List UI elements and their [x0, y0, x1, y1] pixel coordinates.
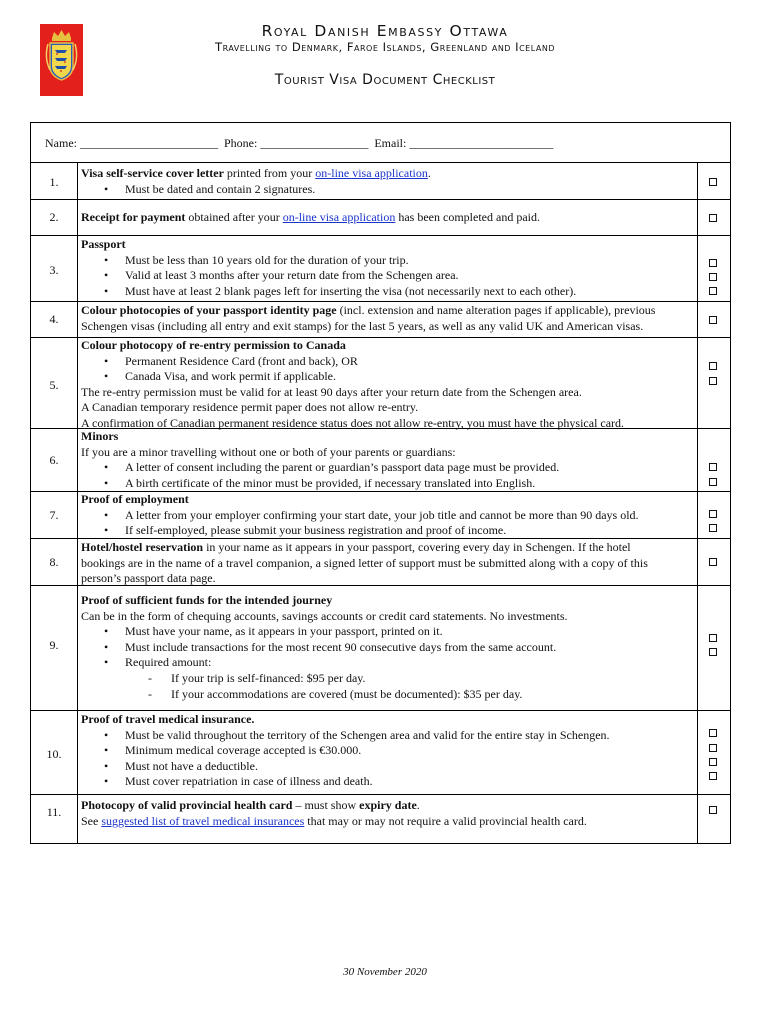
checkbox[interactable] [709, 744, 717, 752]
item-heading: Colour photocopies of your passport identity page [81, 303, 337, 317]
item-text: . [427, 166, 431, 180]
checkbox[interactable] [709, 178, 717, 186]
page-title: Tourist Visa Document Checklist [274, 72, 496, 88]
checkbox[interactable] [709, 648, 717, 656]
checkbox[interactable] [709, 316, 717, 324]
bullet-item: • Canada Visa, and work permit if applicable. [81, 369, 691, 385]
item-number: 7. [49, 508, 59, 522]
checkbox[interactable] [709, 758, 717, 766]
email-field[interactable]: ________________________ [409, 136, 554, 150]
bullet-item: • A letter from your employer confirming your start date, your job title and cannot be more than 90 days old. [81, 508, 691, 524]
item-number: 9. [49, 638, 59, 652]
checkbox[interactable] [709, 287, 717, 295]
checkbox[interactable] [709, 214, 717, 222]
checkbox[interactable] [709, 478, 717, 486]
bullet-item: • Must be valid throughout the territory of the Schengen area and valid for the entire stay in Schengen. [81, 728, 691, 744]
email-label: Email: [374, 136, 407, 150]
item-text: A Canadian temporary residence permit paper does not allow re-entry. [81, 400, 419, 415]
checklist-item-4 [31, 302, 730, 338]
item-text: Can be in the form of chequing accounts, savings accounts or credit card statements. No investments. [81, 608, 568, 623]
checklist-item-10 [31, 711, 730, 795]
checkbox[interactable] [709, 729, 717, 737]
item-number: 11. [46, 805, 62, 819]
footer-date: 30 November 2020 [343, 966, 427, 978]
item-heading: Passport [81, 237, 126, 251]
checkbox[interactable] [709, 273, 717, 281]
item-text: that may or may not require a valid provincial health card. [304, 813, 587, 828]
item-text: See [81, 813, 102, 828]
applicant-info-row [31, 123, 730, 163]
checklist-item-7 [31, 492, 730, 539]
item-number: 1. [49, 175, 59, 189]
bullet-item: • Must cover repatriation in case of illness and death. [81, 774, 691, 790]
item-heading: Hotel/hostel reservation [81, 540, 204, 554]
checklist-item-11 [31, 795, 730, 843]
item-text: (incl. extension and name alteration pages if applicable), previous [336, 303, 656, 317]
checklist-table [30, 122, 731, 844]
insurance-list-link[interactable]: suggested list of travel medical insurances [101, 813, 305, 828]
item-text: If you are a minor travelling without one or both of your parents or guardians: [81, 444, 456, 459]
checkbox[interactable] [709, 463, 717, 471]
checkbox[interactable] [709, 510, 717, 518]
checkbox[interactable] [709, 259, 717, 267]
bullet-item: • A letter of consent including the parent or guardian’s passport data page must be provided. [81, 460, 691, 476]
item-text: has been completed and paid. [395, 210, 540, 224]
expiry-date-text: expiry date [359, 798, 417, 812]
item-number: 5. [49, 378, 59, 392]
checkbox[interactable] [709, 377, 717, 385]
item-number: 10. [46, 747, 62, 761]
checkbox[interactable] [709, 634, 717, 642]
item-text: bookings are in the name of a travel companion, a signed letter of support must be submitted along with a copy of this [81, 555, 648, 570]
item-heading: Minors [81, 429, 119, 443]
bullet-item: • Must include transactions for the most recent 90 consecutive days from the same account. [81, 640, 691, 656]
item-number: 3. [49, 263, 59, 277]
sub-bullet-item: - If your accommodations are covered (must be documented): $35 per day. [81, 687, 691, 703]
bullet-item: • Must have at least 2 blank pages left for inserting the visa (not necessarily next to each other). [81, 284, 691, 300]
embassy-name: Royal Danish Embassy Ottawa [261, 22, 509, 40]
item-heading: Visa self-service cover letter [81, 166, 224, 180]
item-heading: Proof of sufficient funds for the intended journey [81, 593, 333, 607]
checkbox[interactable] [709, 806, 717, 814]
item-number: 6. [49, 453, 59, 467]
embassy-subtitle: Travelling to Denmark, Faroe Islands, Greenland and Iceland [215, 40, 555, 54]
item-text: – must show [292, 798, 360, 812]
bullet-item: • Required amount: [81, 655, 691, 671]
bullet-item: • Must be dated and contain 2 signatures. [81, 182, 691, 198]
bullet-item: • Permanent Residence Card (front and back), OR [81, 354, 691, 370]
item-text: . [416, 798, 420, 812]
item-heading: Colour photocopy of re-entry permission to Canada [81, 338, 346, 352]
item-number: 8. [49, 555, 59, 569]
item-text: A confirmation of Canadian permanent residence status does not allow re-entry, you must have the physical card. [81, 415, 625, 430]
bullet-item: • If self-employed, please submit your business registration and proof of income. [81, 523, 691, 539]
checkbox[interactable] [709, 524, 717, 532]
item-text: obtained after your [185, 210, 283, 224]
bullet-item: • Must have your name, as it appears in your passport, printed on it. [81, 624, 691, 640]
checklist-item-5 [31, 338, 730, 429]
item-text: Schengen visas (including all entry and exit stamps) for the last 5 years, as well as any valid UK and American visas. [81, 318, 644, 333]
checklist-item-2 [31, 200, 730, 236]
checkbox[interactable] [709, 772, 717, 780]
name-label: Name: [45, 136, 77, 150]
online-visa-application-link[interactable]: on-line visa application [282, 210, 396, 224]
item-text: in your name as it appears in your passport, covering every day in Schengen. If the hotel [203, 540, 631, 554]
item-heading: Receipt for payment [81, 210, 186, 224]
checklist-item-9 [31, 586, 730, 711]
item-number: 2. [49, 210, 59, 224]
checklist-item-3 [31, 236, 730, 302]
phone-label: Phone: [224, 136, 258, 150]
bullet-item: • A birth certificate of the minor must be provided, if necessary translated into English. [81, 476, 691, 492]
bullet-item: • Minimum medical coverage accepted is €30.000. [81, 743, 691, 759]
item-heading: Photocopy of valid provincial health card [81, 798, 293, 812]
bullet-item: • Must not have a deductible. [81, 759, 691, 775]
phone-field[interactable]: __________________ [260, 136, 369, 150]
name-field[interactable]: _______________________ [80, 136, 218, 150]
item-text: The re-entry permission must be valid for at least 90 days after your return date from the Schengen area. [81, 384, 582, 399]
checklist-item-1 [31, 163, 730, 200]
sub-bullet-item: - If your trip is self-financed: $95 per day. [81, 671, 691, 687]
item-heading: Proof of travel medical insurance. [81, 712, 255, 726]
item-text: printed from your [223, 166, 316, 180]
online-visa-application-link[interactable]: on-line visa application [315, 166, 428, 180]
checklist-item-6 [31, 429, 730, 492]
checkbox[interactable] [709, 558, 717, 566]
item-text: person’s passport data page. [81, 571, 216, 586]
item-number: 4. [49, 312, 59, 326]
bullet-item: • Valid at least 3 months after your return date from the Schengen area. [81, 268, 691, 284]
bullet-item: • Must be less than 10 years old for the duration of your trip. [81, 253, 691, 269]
applicant-fields [45, 136, 553, 151]
checklist-item-8 [31, 539, 730, 586]
checkbox[interactable] [709, 362, 717, 370]
item-heading: Proof of employment [81, 492, 189, 506]
